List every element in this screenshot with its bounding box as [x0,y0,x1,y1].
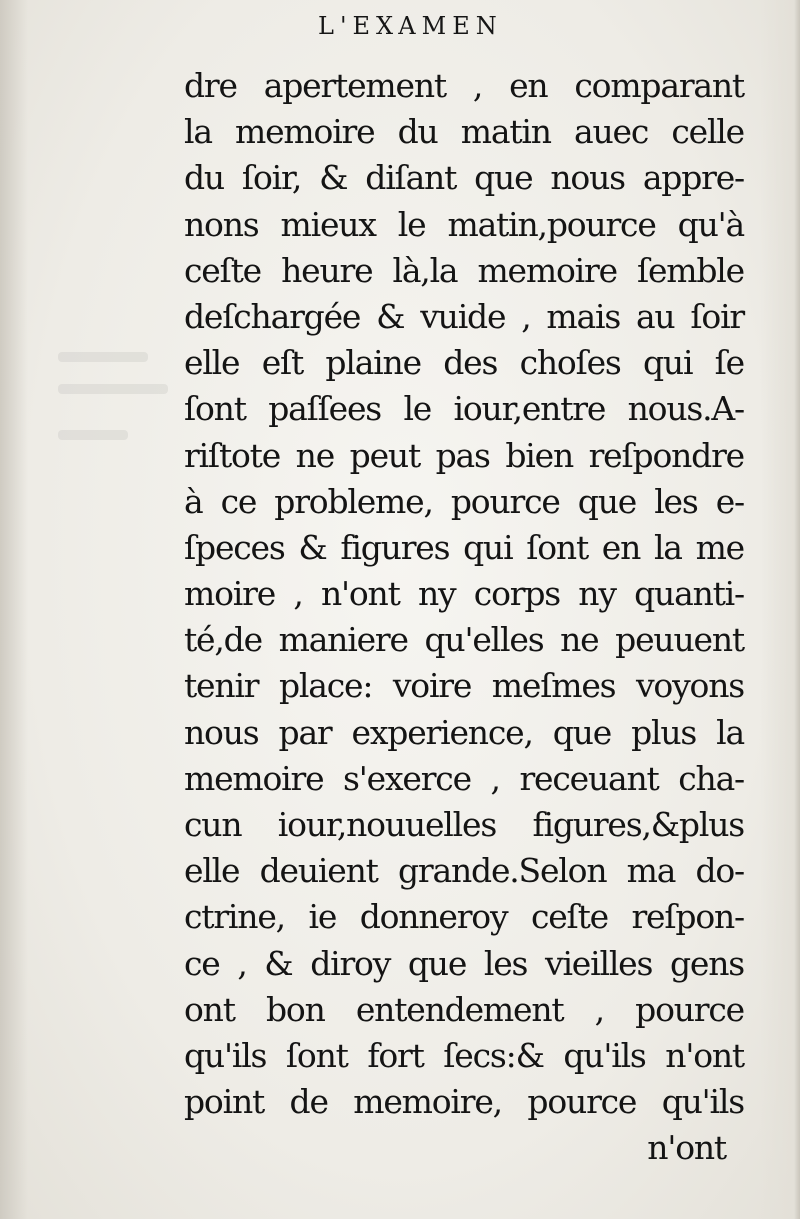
text-line: deſchargée & vuide , mais au ſoir [184,296,744,336]
text-line: ſont paſſees le iour,entre nous.A- [184,389,744,429]
gutter-shadow [0,0,28,1219]
text-line: riſtote ne peut pas bien reſpondre [184,435,744,475]
text-line: ctrine, ie donneroy ceſte reſpon- [184,897,744,937]
text-line: nons mieux le matin,pource qu'à [184,204,744,244]
text-line: ſpeces & figures qui ſont en la me [184,527,744,567]
text-line: à ce probleme, pource que les e- [184,481,744,521]
text-line: cun iour,nouuelles figures,&plus [184,805,744,844]
show-through-mark [58,430,128,440]
show-through-mark [58,352,148,362]
text-line: nous par experience, que plus la [184,712,744,752]
page-edge [760,0,800,1219]
text-line: memoire s'exerce , receuant cha- [184,758,744,798]
text-line: ce , & diroy que les vieilles gens [184,943,744,983]
text-line: la memoire du matin auec celle [184,112,744,152]
text-line: ceſte heure là,la memoire ſemble [184,250,744,290]
text-line: dre apertement , en comparant [184,66,744,105]
text-line: tenir place: voire meſmes voyons [184,666,744,706]
text-line: elle deuient grande.Selon ma do- [184,851,744,891]
text-line: ont bon entendement , pource [184,989,744,1029]
text-line: moire , n'ont ny corps ny quanti- [184,574,744,614]
body-text [184,63,744,1172]
show-through-mark [58,384,168,394]
running-title: L'EXAMEN [318,12,503,40]
catchword: n'ont [647,1128,726,1168]
text-line: elle eſt plaine des choſes qui ſe [184,343,744,383]
text-line: point de memoire, pource qu'ils [184,1082,744,1122]
text-line: té,de maniere qu'elles ne peuuent [184,620,744,660]
text-line: qu'ils ſont fort ſecs:& qu'ils n'ont [184,1035,744,1075]
text-line: du ſoir, & diſant que nous appre- [184,158,744,198]
